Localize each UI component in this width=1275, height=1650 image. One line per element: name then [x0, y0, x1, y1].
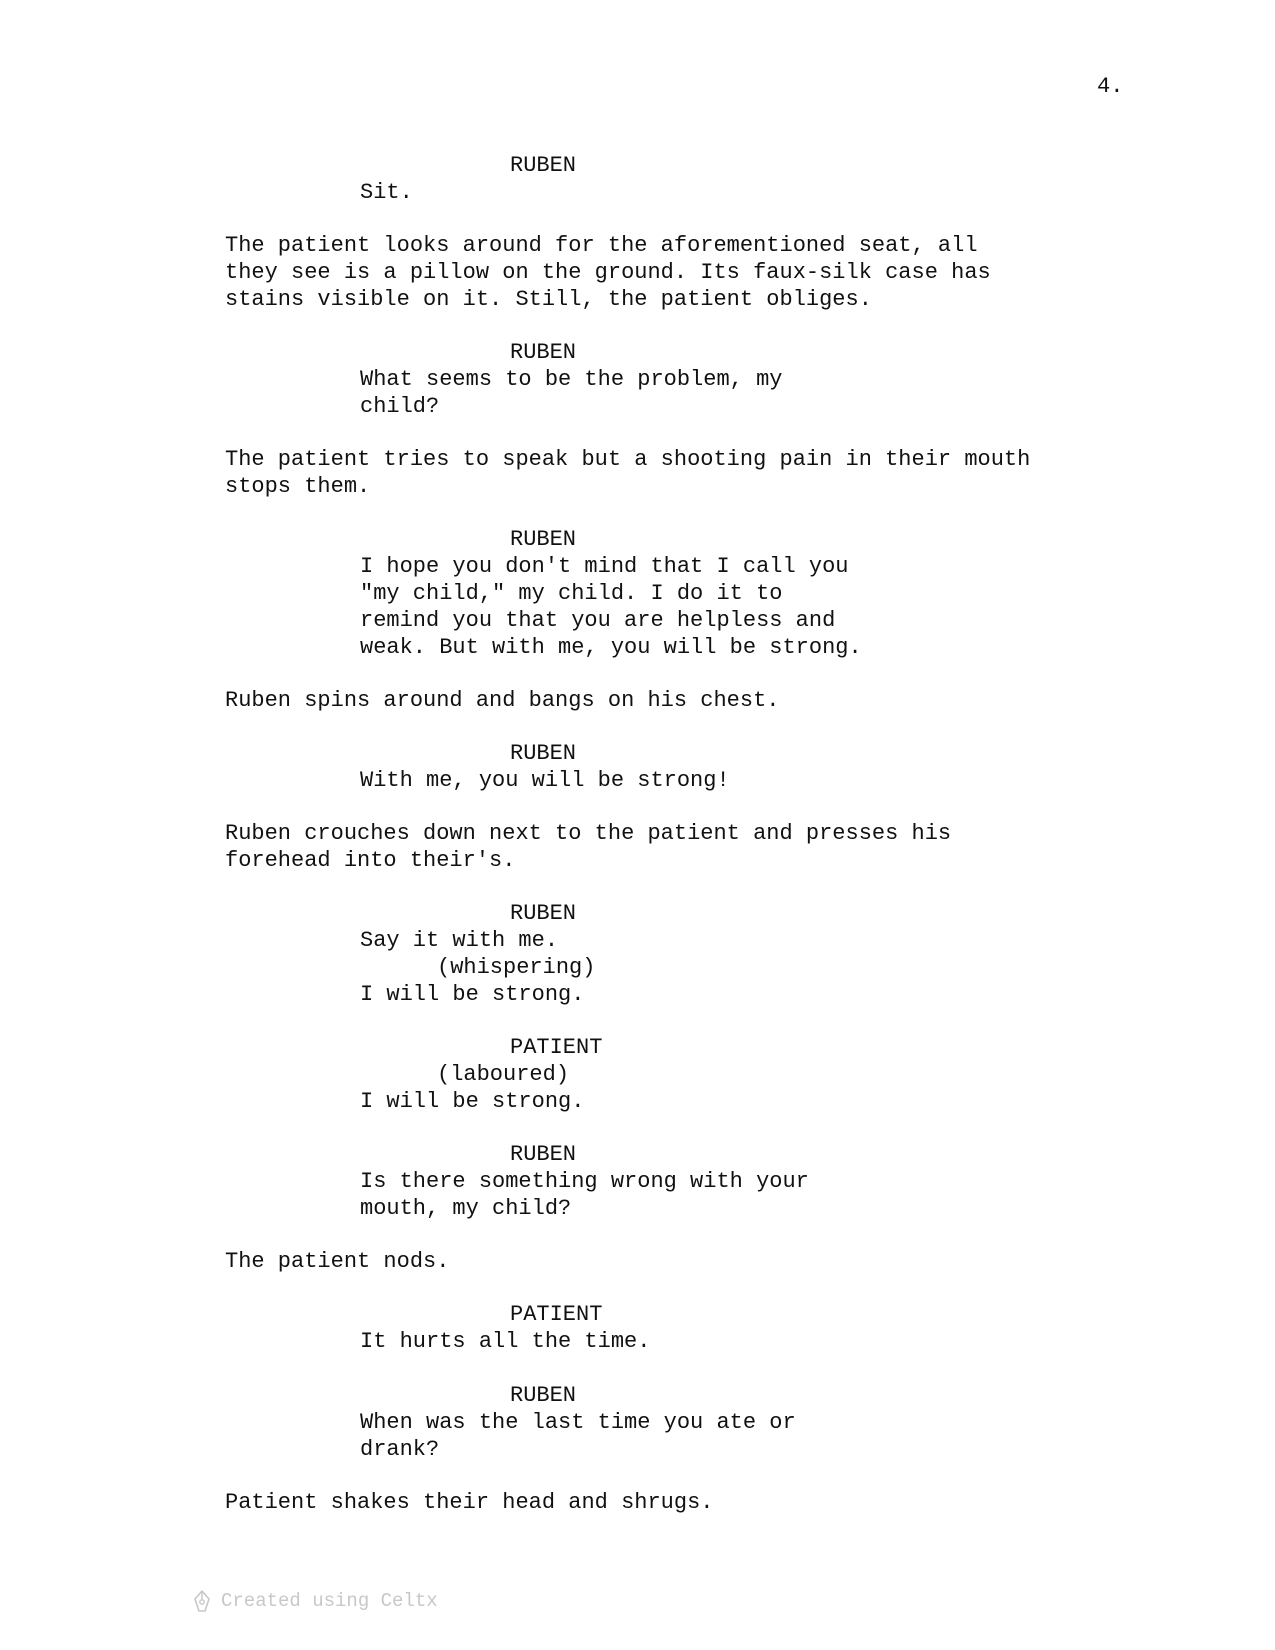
action-line: Patient shakes their head and shrugs.	[225, 1490, 714, 1515]
character-cue: RUBEN	[510, 153, 577, 178]
action-line: The patient nods.	[225, 1249, 450, 1274]
action-line: they see is a pillow on the ground. Its faux-silk case has	[225, 260, 991, 285]
parenthetical: (laboured)	[437, 1062, 570, 1087]
dialogue-line: Is there something wrong with your	[360, 1169, 809, 1194]
dialogue-line: "my child," my child. I do it to	[360, 581, 783, 606]
character-cue: RUBEN	[510, 1383, 577, 1408]
character-cue: PATIENT	[510, 1035, 603, 1060]
action-line: Ruben crouches down next to the patient and presses his	[225, 821, 952, 846]
action-line: The patient looks around for the aforementioned seat, all	[225, 233, 978, 258]
dialogue-line: I hope you don't mind that I call you	[360, 554, 849, 579]
dialogue-line: When was the last time you ate or	[360, 1410, 796, 1435]
parenthetical: (whispering)	[437, 955, 596, 980]
dialogue-line: Sit.	[360, 180, 413, 205]
celtx-pen-icon	[193, 1589, 211, 1613]
action-line: stops them.	[225, 474, 371, 499]
dialogue-line: drank?	[360, 1437, 440, 1462]
action-line: Ruben spins around and bangs on his chest.	[225, 688, 780, 713]
dialogue-line: It hurts all the time.	[360, 1329, 651, 1354]
dialogue-line: With me, you will be strong!	[360, 768, 730, 793]
dialogue-line: I will be strong.	[360, 1089, 585, 1114]
dialogue-line: child?	[360, 394, 440, 419]
dialogue-line: weak. But with me, you will be strong.	[360, 635, 862, 660]
dialogue-line: I will be strong.	[360, 982, 585, 1007]
action-line: stains visible on it. Still, the patient obliges.	[225, 287, 872, 312]
character-cue: RUBEN	[510, 527, 577, 552]
action-line: forehead into their's.	[225, 848, 516, 873]
character-cue: RUBEN	[510, 741, 577, 766]
footer-credit	[193, 1589, 438, 1613]
dialogue-line: Say it with me.	[360, 928, 559, 953]
action-line: The patient tries to speak but a shooting pain in their mouth	[225, 447, 1031, 472]
page-number: 4.	[1097, 74, 1124, 99]
character-cue: RUBEN	[510, 1142, 577, 1167]
character-cue: RUBEN	[510, 340, 577, 365]
footer-text: Created using Celtx	[221, 1590, 438, 1612]
dialogue-line: remind you that you are helpless and	[360, 608, 836, 633]
character-cue: RUBEN	[510, 901, 577, 926]
dialogue-line: What seems to be the problem, my	[360, 367, 783, 392]
character-cue: PATIENT	[510, 1302, 603, 1327]
dialogue-line: mouth, my child?	[360, 1196, 572, 1221]
